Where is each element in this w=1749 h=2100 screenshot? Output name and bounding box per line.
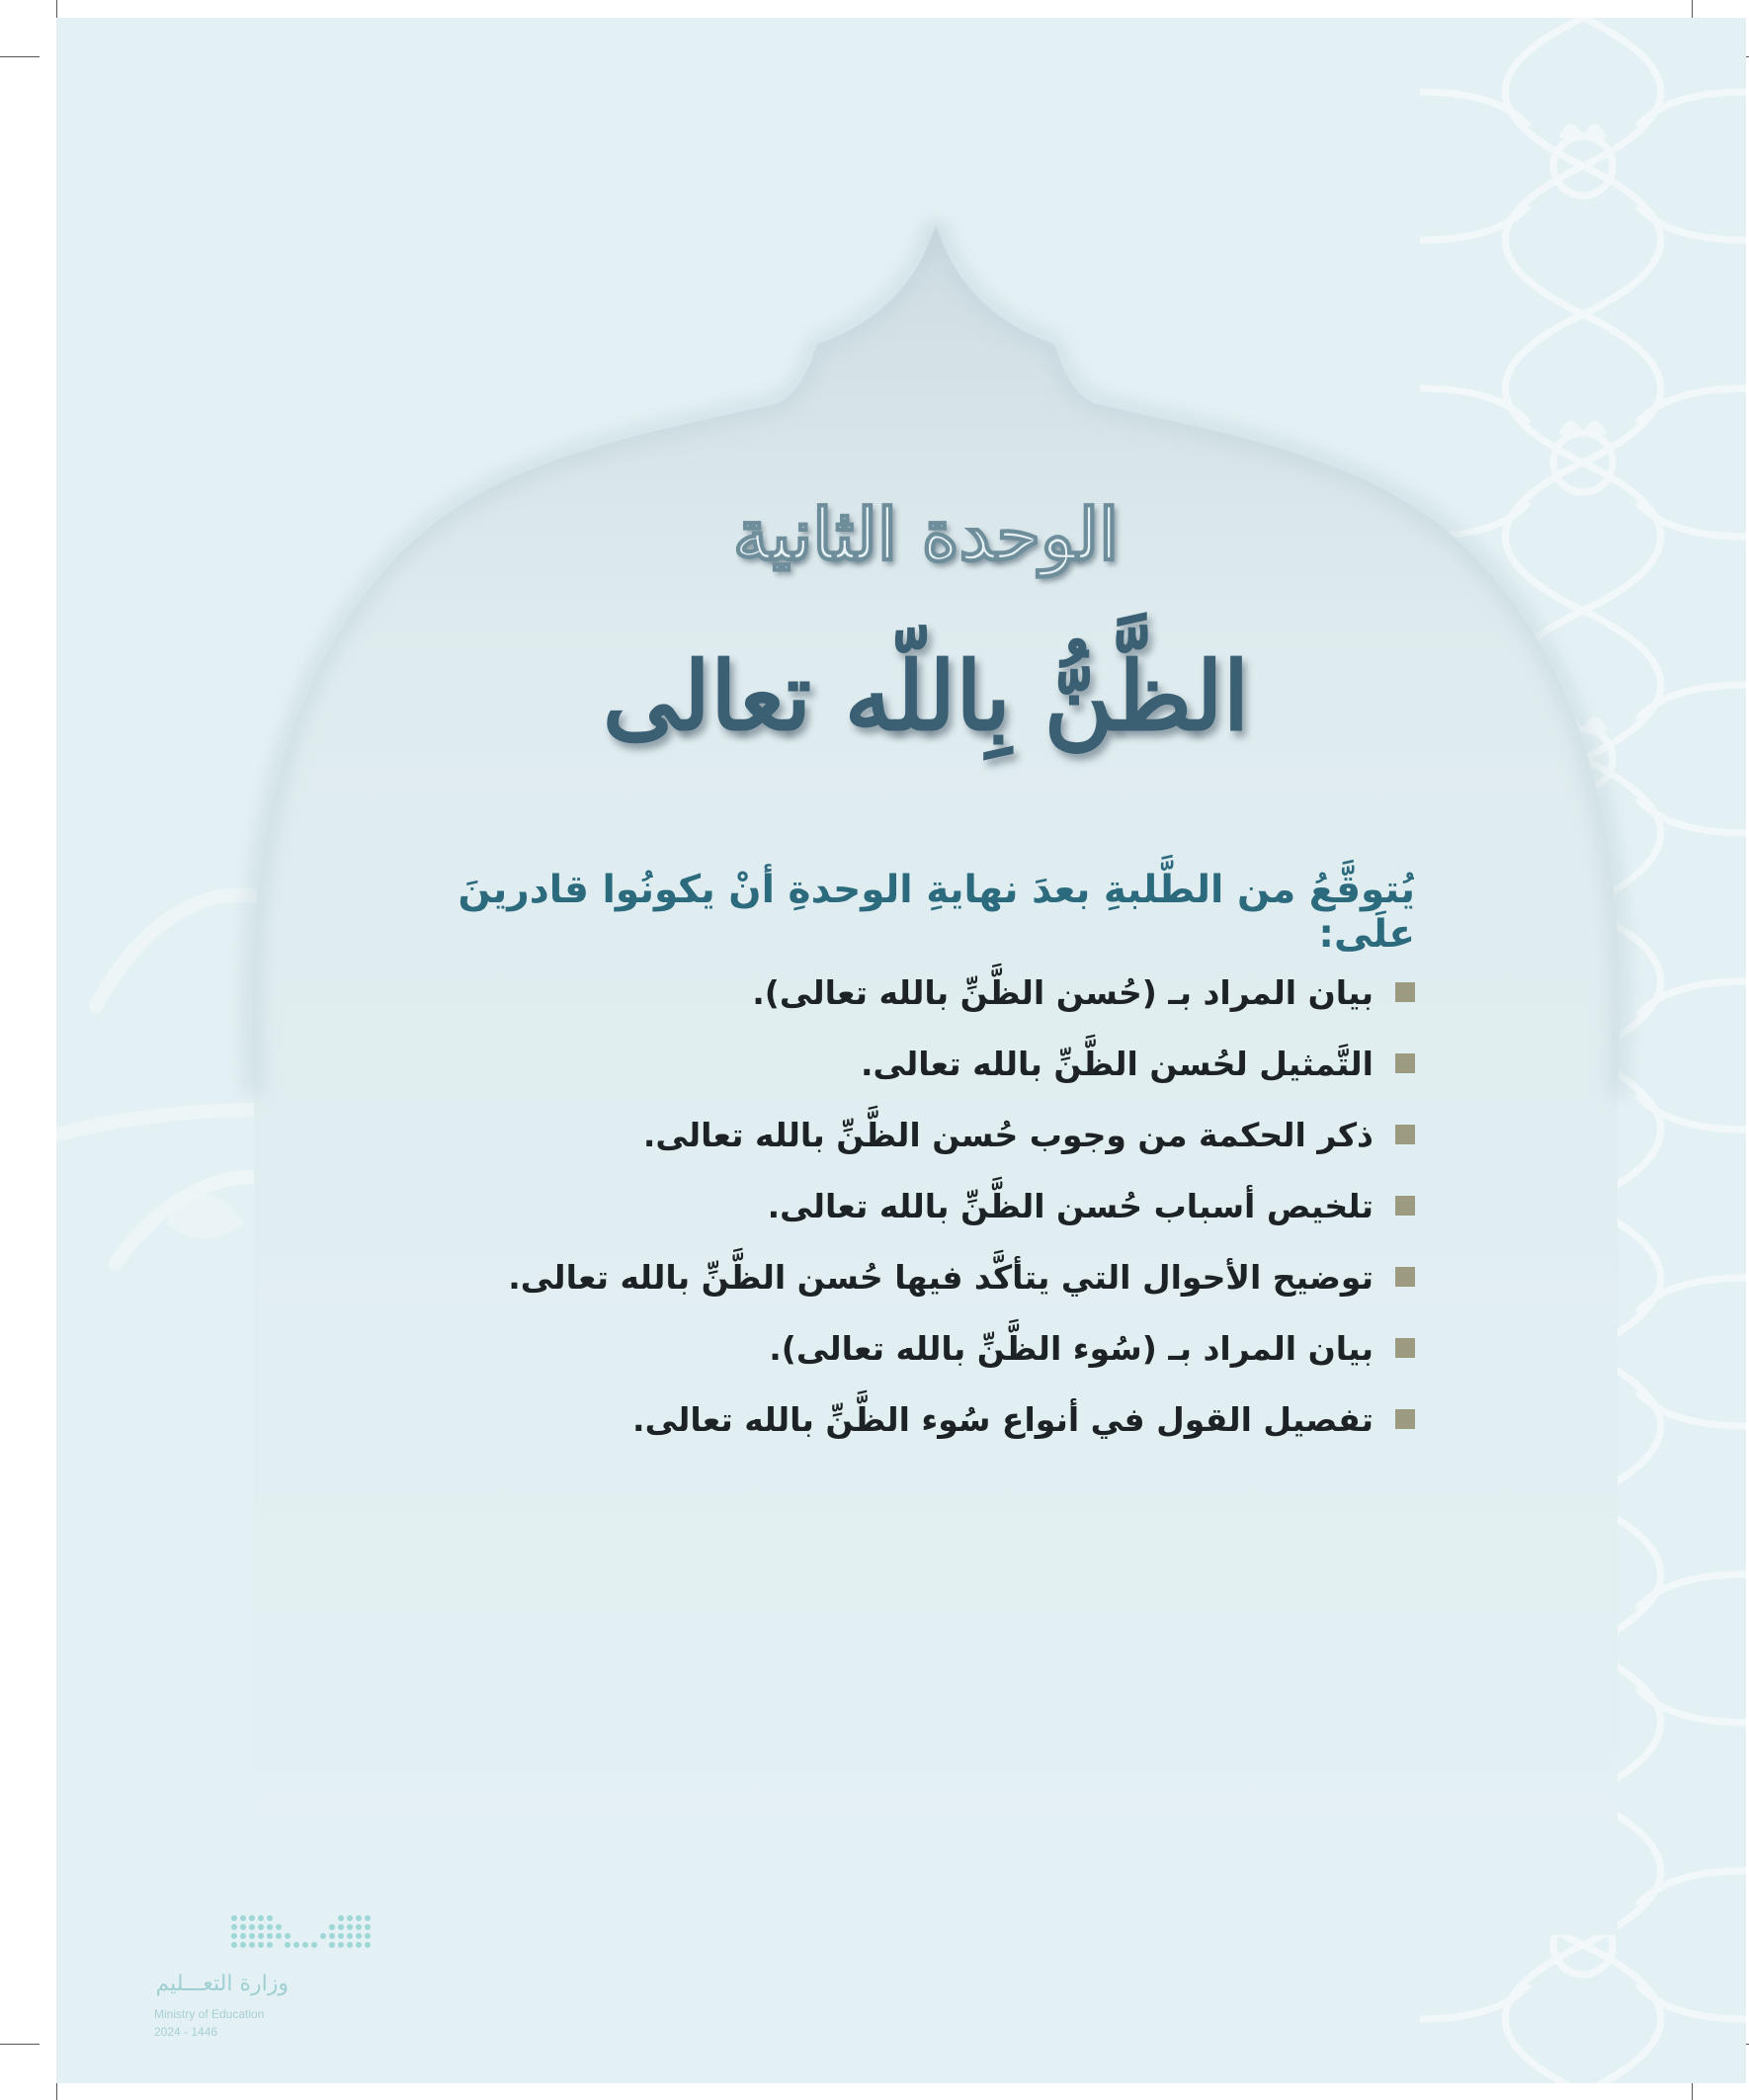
crop-mark [0,2044,40,2045]
objective-text: تلخيص أسباب حُسن الظَّنِّ بالله تعالى. [767,1186,1374,1225]
logo-year-text: 2024 - 1446 [154,2025,218,2039]
square-bullet-icon [1395,1338,1415,1358]
objective-item [377,1241,1415,1312]
logo-dots-icon [229,1910,377,1960]
logo-english-text: Ministry of Education [154,2007,265,2021]
square-bullet-icon [1395,1053,1415,1073]
objective-text: توضيح الأحوال التي يتأكَّد فيها حُسن الظَّنِّ بالله تعالى. [508,1257,1374,1297]
objective-item [377,1312,1415,1384]
objective-text: بيان المراد بـ (حُسن الظَّنِّ بالله تعالى). [752,972,1374,1012]
objective-item [377,1384,1415,1455]
objective-item [377,1099,1415,1170]
crop-mark [0,56,40,57]
objective-item [377,1028,1415,1099]
square-bullet-icon [1395,1196,1415,1216]
square-bullet-icon [1395,1267,1415,1287]
unit-title: الوحدة الثانية [732,492,1120,576]
objective-item [377,1170,1415,1241]
page-sheet [56,18,1746,2083]
ministry-logo [150,1910,387,2058]
square-bullet-icon [1395,1125,1415,1144]
objective-text: التَّمثيل لحُسن الظَّنِّ بالله تعالى. [860,1044,1374,1083]
unit-subtitle: الظَّنُّ بِاللّه تعالى [602,640,1250,752]
objective-text: ذكر الحكمة من وجوب حُسن الظَّنِّ بالله تعالى. [642,1115,1374,1154]
logo-arabic-text: وزارة التعـــليم [155,1972,289,1996]
objectives-intro: يُتوقَّعُ من الطَّلبةِ بعدَ نهايةِ الوحدةِ أنْ يكونُوا قادرينَ علَى: [458,868,1415,957]
objective-item [377,957,1415,1028]
square-bullet-icon [1395,982,1415,1002]
objective-text: تفصيل القول في أنواع سُوء الظَّنِّ بالله تعالى. [632,1399,1374,1439]
objectives-list [377,957,1415,1455]
square-bullet-icon [1395,1409,1415,1429]
objective-text: بيان المراد بـ (سُوء الظَّنِّ بالله تعالى). [769,1328,1374,1368]
